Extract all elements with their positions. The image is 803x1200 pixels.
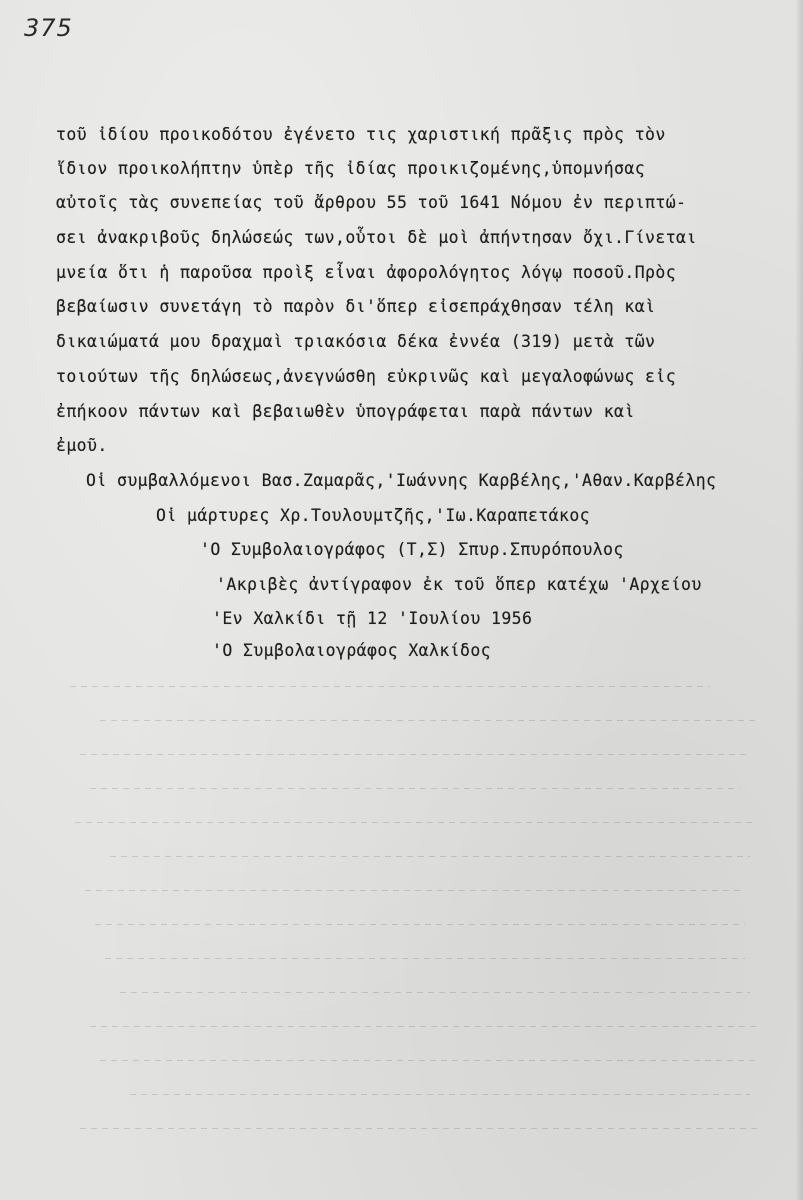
bleed-through-area	[60, 662, 780, 1162]
text-line-8: τοιούτων τῆς δηλώσεως,ἀνεγνώσθη εὐκρινῶς καὶ μεγαλοφώνως εἰς	[56, 367, 677, 386]
true-copy-line: 'Ακριβὲς ἀντίγραφον ἐκ τοῦ ὅπερ κατέχω 'Αρχείου	[216, 575, 702, 594]
text-line-1: τοῦ ἰδίου προικοδότου ἐγένετο τις χαριστική πρᾶξις πρὸς τὸν	[56, 125, 666, 144]
text-line-5: μνεία ὅτι ἡ παροῦσα προὶξ εἶναι ἀφορολόγητος λόγῳ ποσοῦ.Πρὸς	[56, 263, 677, 282]
text-line-3: αὐτοῖς τὰς συνεπείας τοῦ ἄρθρου 55 τοῦ 1641 Νόμου ἐν περιπτώ-	[56, 193, 687, 212]
text-line-10: ἐμοῦ.	[56, 436, 108, 455]
witnesses-line: Οἱ μάρτυρες Χρ.Τουλουμτζῆς,'Ιω.Καραπετάκος	[156, 506, 591, 525]
page-edge-shadow	[795, 0, 803, 1200]
place-date-line: 'Εν Χαλκίδι τῇ 12 'Ιουλίου 1956	[212, 609, 533, 628]
page-number: 375	[24, 14, 73, 42]
chalkis-notary-line: 'Ο Συμβολαιογράφος Χαλκίδος	[212, 641, 492, 660]
text-line-6: βεβαίωσιν συνετάγη τὸ παρὸν δι'ὅπερ εἰσεπράχθησαν τέλη καὶ	[56, 297, 656, 316]
notary-line: 'Ο Συμβολαιογράφος (Τ,Σ) Σπυρ.Σπυρόπουλος	[200, 540, 624, 559]
text-line-7: δικαιώματά μου δραχμαὶ τριακόσια δέκα ἐννέα (319) μετὰ τῶν	[56, 332, 656, 351]
text-line-2: ἴδιον προικολήπτην ὑπὲρ τῆς ἰδίας προικιζομένης,ὑπομνήσας	[56, 159, 646, 178]
text-line-4: σει ἀνακριβοῦς δηλώσεώς των,οὗτοι δὲ μοὶ ἀπήντησαν ὄχι.Γίνεται	[56, 228, 697, 247]
text-line-9: ἐπήκοον πάντων καὶ βεβαιωθὲν ὑπογράφεται παρὰ πάντων καὶ	[56, 402, 635, 421]
signatories-line: Οἱ συμβαλλόμενοι Βασ.Ζαμαρᾶς,'Ιωάννης Καρβέλης,'Αθαν.Καρβέλης	[86, 471, 717, 490]
